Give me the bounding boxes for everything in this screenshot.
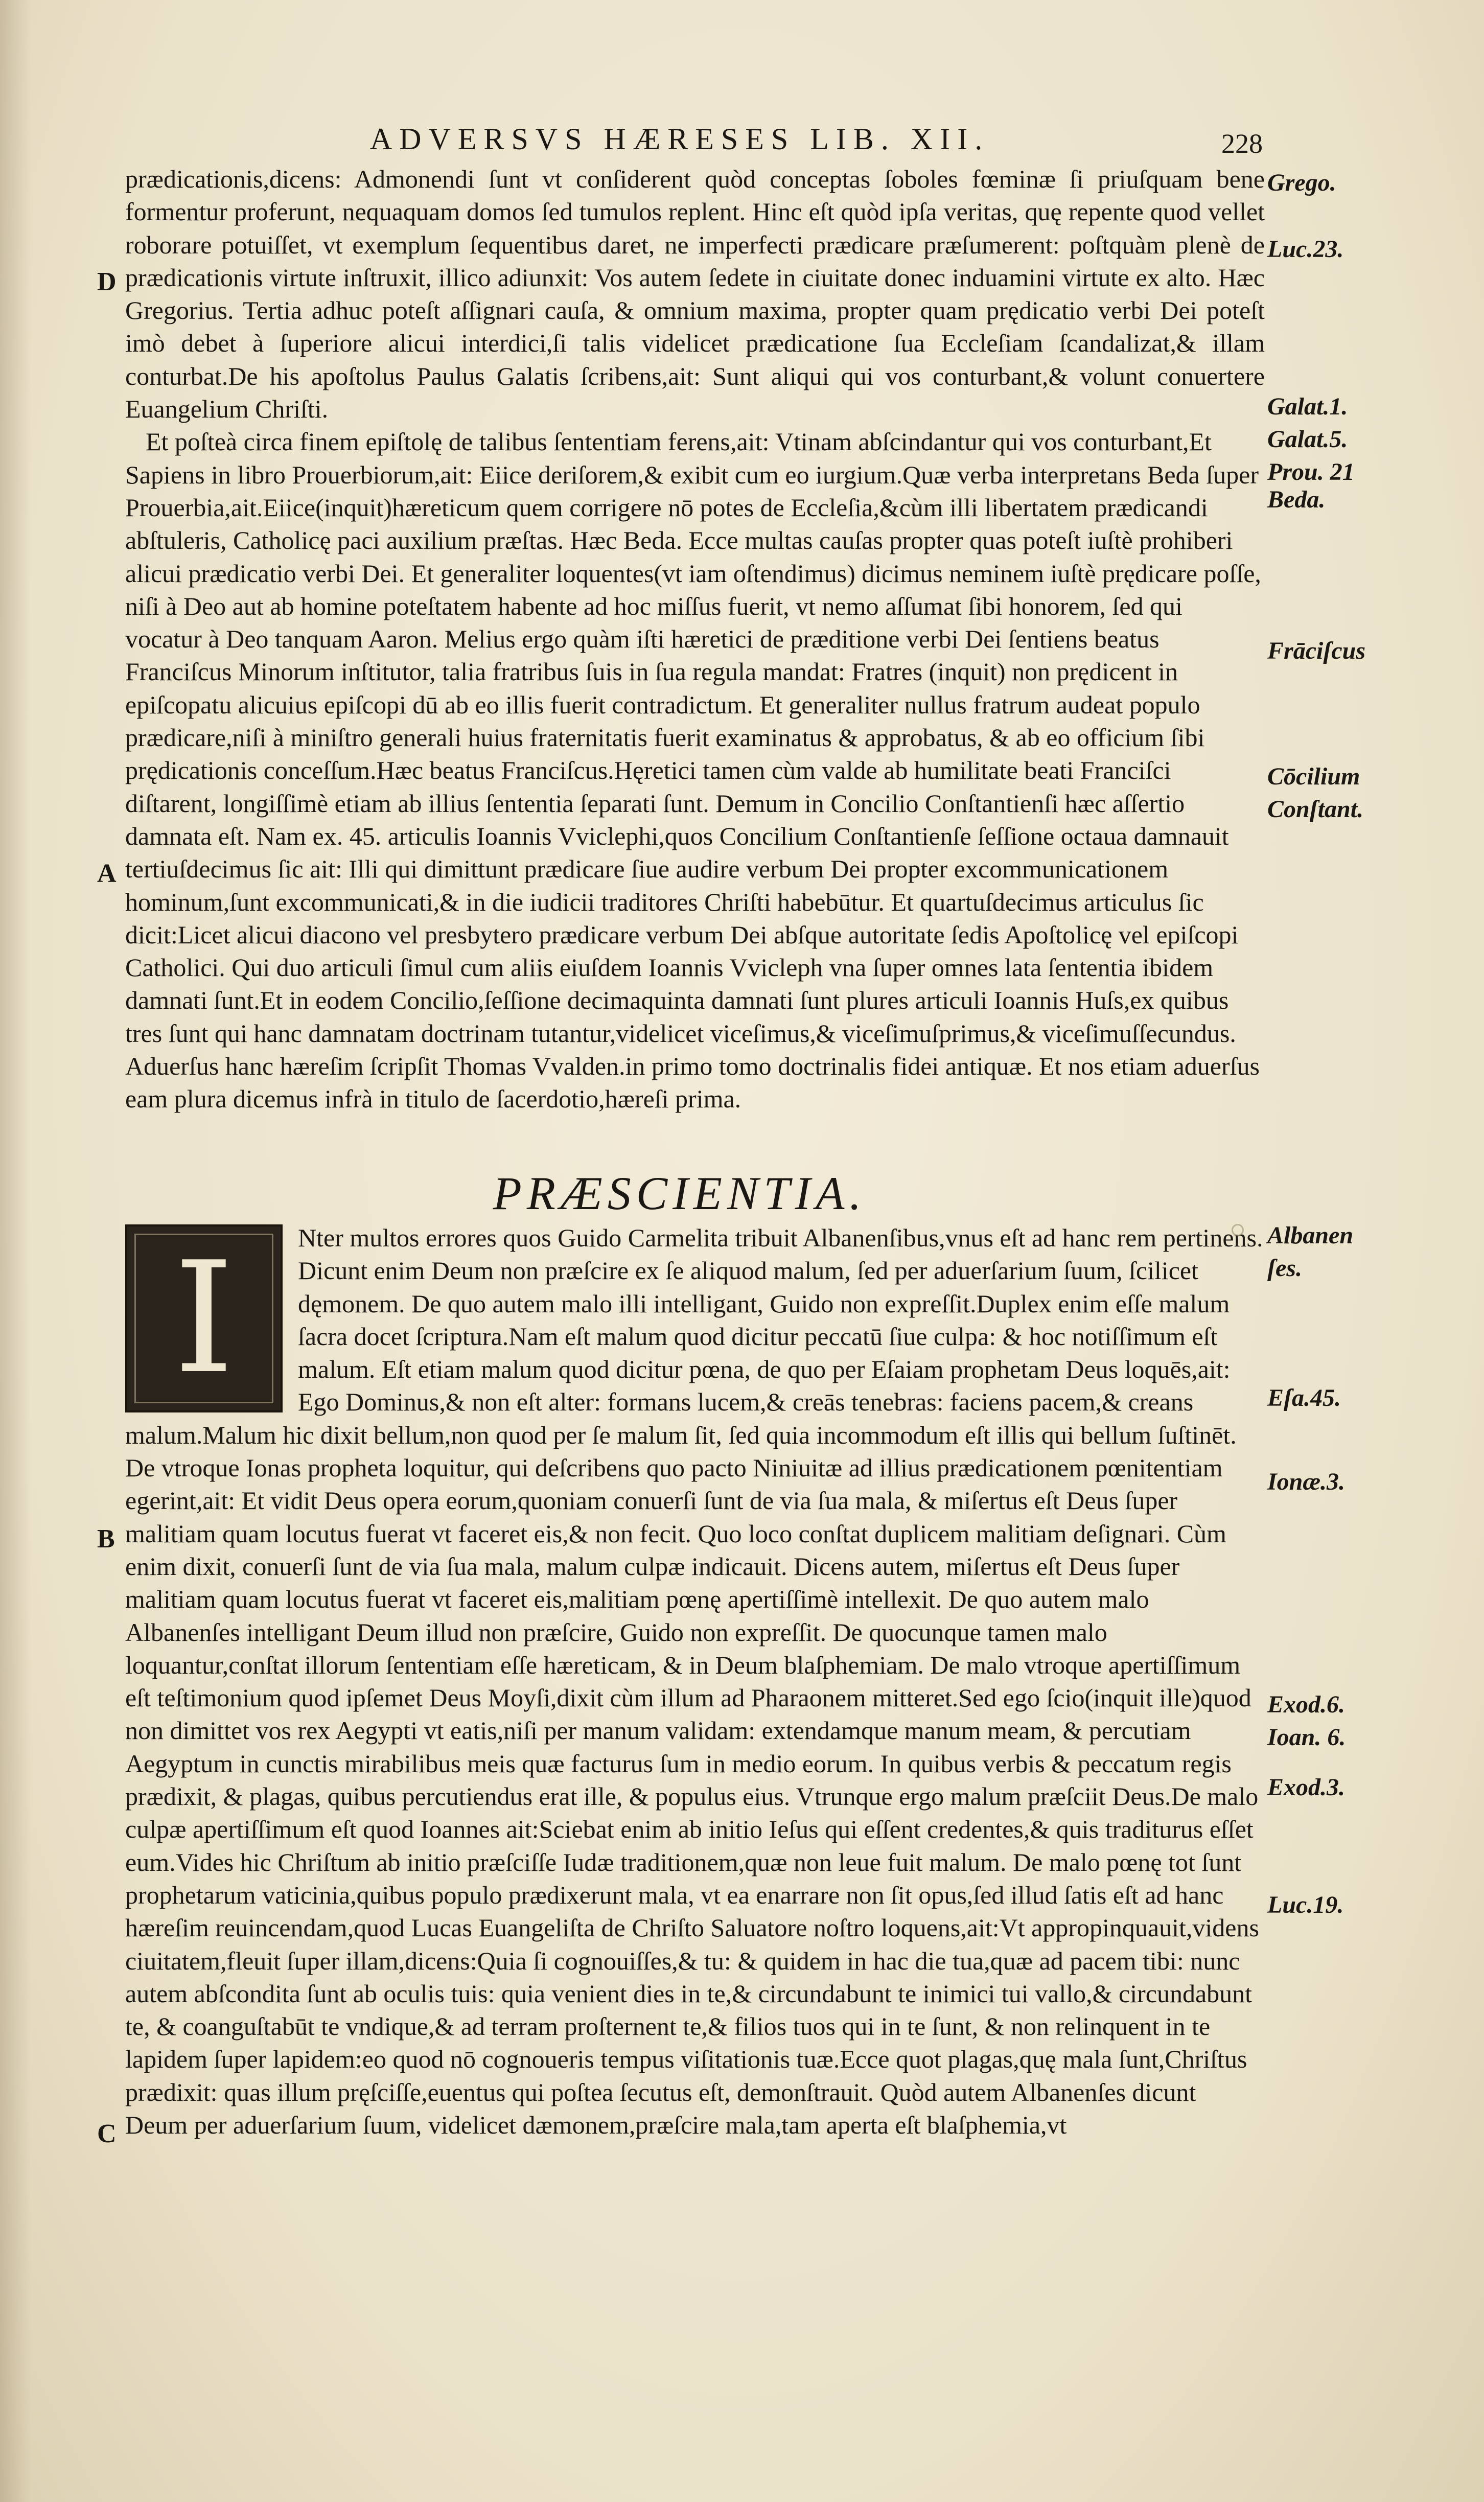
margin-note: Grego. [1267,169,1336,196]
section-letter: A [97,859,117,888]
margin-note: Luc.23. [1267,236,1344,263]
section-letter: C [97,2119,117,2148]
margin-note: Ionæ.3. [1267,1468,1346,1495]
margin-note: Prou. 21 [1267,458,1355,485]
binding-shadow [0,0,31,2502]
text-block-bottom [125,1221,1265,2141]
margin-note: ſes. [1267,1255,1302,1282]
section-letter: B [97,1524,115,1554]
folio-number: 228 [1221,128,1263,159]
margin-note: Beda. [1267,486,1326,513]
section-title: PRÆSCIENTIA. [493,1167,867,1219]
paragraph: Nter multos errores quos Guido Carmelita tribuit Albanenſibus,vnus eſt ad hanc rem pertinens. Dicunt enim Deum non præſcire ex ſe aliquod malum, ſed per aduerſarium ſuum, ſcilicet dęmonem. De quo autem malo illi intelligant, Guido non expreſſit.Duplex enim eſſe malum ſacra docet ſcriptura.Nam eſt malum quod dicitur peccatū ſiue culpa: & hoc notiſſimum eſt malum. Eſt etiam malum quod dicitur pœna, de quo per Eſaiam prophetam Deus loquēs,ait: Ego Dominus,& non eſt alter: formans lucem,& creās tenebras: faciens pacem,& creans malum.Malum hic dixit bellum,non quod per ſe malum ſit, ſed quia incommodum eſt illis qui bellum ſuſtinēt. De vtroque Ionas propheta loquitur, qui deſcribens quo pacto Niniuitæ ad illius prædicationem pœnitentiam egerint,ait: Et vidit Deus opera eorum,quoniam conuerſi ſunt de via ſua mala, & miſertus eſt Deus ſuper malitiam quam locutus fuerat vt faceret eis,& non fecit. Quo loco conſtat duplicem malitiam deſignari. Cùm enim dixit, conuerſi ſunt de via ſua mala, malum culpæ indicauit. Dicens autem, miſertus eſt Deus ſuper malitiam quam locutus fuerat vt faceret eis,malitiam pœnę apertiſſimè intellexit. De quo autem malo Albanenſes intelligant Deum illud non præſcire, Guido non expreſſit. De quocunque tamen malo loquantur,conſtat illorum ſententiam eſſe hæreticam, & in Deum blaſphemiam. De malo vtroque apertiſſimum eſt teſtimonium quod ipſemet Deus Moyſi,dixit cùm illum ad Pharaonem mitteret.Sed ego ſcio(inquit ille)quod non dimittet vos rex Aegypti vt eatis,niſi per manum validam: extendamque manum meam, & percutiam Aegyptum in cunctis mirabilibus meis quæ facturus ſum in medio eorum. In quibus verbis & peccatum regis prædixit, & plagas, quibus percutiendus erat ille, & populus eius. Vtrunque ergo malum præſciit Deus.De malo culpæ apertiſſimum eſt quod Ioannes ait:Sciebat enim ab initio Ieſus qui eſſent credentes,& quis traditurus eſſet eum.Vides hic Chriſtum ab initio præſciſſe Iudæ traditionem,quæ non leue fuit malum. De malo pœnę tot ſunt prophetarum vaticinia,quibus populo prædixerunt mala, vt ea enarrare non ſit opus,ſed illud ſatis eſt ad hanc hæreſim reuincendam,quod Lucas Euangeliſta de Chriſto Saluatore noſtro loquens,ait:Vt appropinquauit,videns ciuitatem,fleuit ſuper illam,dicens:Quia ſi cognouiſſes,& tu: & quidem in hac die tua,quæ ad pacem tibi: nunc autem abſcondita ſunt ab oculis tuis: quia venient dies in te,& circundabunt te inimici tui vallo,& circundabunt te, & coanguſtabūt te vndique,& ad terram proſternent te,& filios tuos qui in te ſunt, & non relinquent in te lapidem ſuper lapidem:eo quod nō cognoueris tempus viſitationis tuæ.Ecce quot plagas,quę mala ſunt,Chriſtus prædixit: quas illum pręſciſſe,euentus qui poſtea ſecutus eſt, demonſtrauit. Quòd autem Albanenſes dicunt Deum per aduerſarium ſuum, videlicet dæmonem,præſcire mala,tam aperta eſt blaſphemia,vt [125,1223,1263,2140]
margin-note: Luc.19. [1267,1891,1344,1918]
margin-note: Galat.1. [1267,393,1348,420]
text-block-top [125,163,1265,1116]
margin-note: Exod.3. [1267,1774,1346,1801]
margin-note: Galat.5. [1267,426,1348,453]
margin-note: Conſtant. [1267,796,1364,823]
margin-note: Cōcilium [1267,763,1360,790]
paragraph: Et poſteà circa finem epiſtolę de talibus ſententiam ferens,ait: Vtinam abſcindantur qui vos conturbant,Et Sapiens in libro Prouerbiorum,ait: Eiice deriſorem,& exibit cum eo iurgium.Quæ verba interpretans Beda ſuper Prouerbia,ait.Eiice(inquit)hæreticum quem corrigere nō potes de Eccleſia,&cùm illi libertatem prædicandi abſtuleris, Catholicę paci auxilium præſtas. Hæc Beda. Ecce multas cauſas propter quas poteſt iuſtè prohiberi alicui prædicatio verbi Dei. Et generaliter loquentes(vt iam oſtendimus) dicimus neminem iuſtè prędicare poſſe, niſi à Deo aut ab homine poteſtatem habente ad hoc miſſus fuerit, vt nemo aſſumat ſibi honorem, ſed qui vocatur à Deo tanquam Aaron. Melius ergo quàm iſti hæretici de præditione verbi Dei ſentiens beatus Franciſcus Minorum inſtitutor, talia fratribus ſuis in ſua regula mandat: Fratres (inquit) non prędicent in epiſcopatu alicuius epiſcopi dū ab eo illis fuerit contradictum. Et generaliter nullus fratrum audeat populo prædicare,niſi à miniſtro generali huius fraternitatis fuerit examinatus & approbatus, & ab eo officium ſibi prędicationis conceſſum.Hæc beatus Franciſcus.Hęretici tamen cùm valde ab humilitate beati Franciſci diſtarent, longiſſimè etiam ab illius ſententia ſeparati ſunt. Demum in Concilio Conſtantienſi hæc aſſertio damnata eſt. Nam ex. 45. articulis Ioannis Vviclephi,quos Concilium Conſtantienſe ſeſſione octaua damnauit tertiuſdecimus ſic ait: Illi qui dimittunt prædicare ſiue audire verbum Dei propter excommunicationem hominum,ſunt excommunicati,& in die iudicii traditores Chriſti habebūtur. Et quartuſdecimus articulus ſic dicit:Licet alicui diacono vel presbytero prædicare verbum Dei abſque autoritate ſedis Apoſtolicę vel epiſcopi Catholici. Qui duo articuli ſimul cum aliis eiuſdem Ioannis Vvicleph vna ſuper omnes lata ſententia ibidem damnati ſunt.Et in eodem Concilio,ſeſſione decimaquinta damnati ſunt plures articuli Ioannis Huſs,ex quibus tres ſunt qui hanc damnatam doctrinam tutantur,videlicet viceſimus,& viceſimuſprimus,& viceſimuſſecundus. Aduerſus hanc hæreſim ſcripſit Thomas Vvalden.in primo tomo doctrinalis fidei antiquæ. Et nos etiam aduerſus eam plura dicemus infrà in titulo de ſacerdotio,hæreſi prima. [125,427,1261,1114]
margin-note: Ioan. 6. [1267,1724,1346,1751]
ornament-icon [1232,1224,1244,1236]
margin-note: Exod.6. [1267,1691,1346,1718]
decorated-initial [125,1224,283,1412]
margin-note: Frāciſcus [1267,637,1365,664]
initial-letter: I [173,1229,235,1407]
section-letter: D [97,267,117,296]
margin-note: Albanen [1267,1222,1354,1249]
paragraph: prædicationis,dicens: Admonendi ſunt vt conſiderent quòd conceptas ſoboles fœminæ ſi priuſquam bene formentur proferunt, nequaquam domos ſed tumulos replent. Hinc eſt quòd ipſa veritas, quę repente quod vellet roborare potuiſſet, vt exemplum ſequentibus daret, ne imperfecti prædicare præſumerent: poſtquàm plenè de prædicationis virtute inſtruxit, illico adiunxit: Vos autem ſedete in ciuitate donec induamini virtute ex alto. Hæc Gregorius. Tertia adhuc poteſt aſſignari cauſa, & omnium maxima, propter quam prędicatio verbi Dei poteſt imò debet à ſuperiore alicui interdici,ſi talis videlicet prædicatione ſua Eccleſiam ſcandalizat,& illam conturbat.De his apoſtolus Paulus Galatis ſcribens,ait: Sunt aliqui qui vos conturbant,& volunt conuertere Euangelium Chriſti. [125,165,1265,424]
running-head: ADVERSVS HÆRESES LIB. XII. [369,122,990,156]
margin-note: Eſa.45. [1267,1384,1341,1411]
